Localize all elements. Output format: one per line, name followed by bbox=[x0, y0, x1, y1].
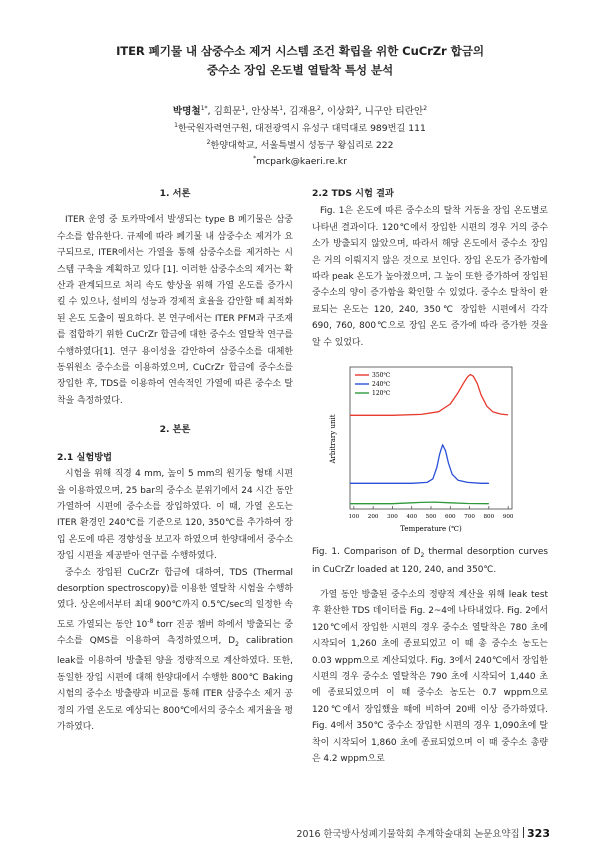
co-author-mark: 2 bbox=[423, 105, 428, 112]
affiliation-mark: 2 bbox=[206, 139, 211, 146]
paragraph-part: 중수소 장입된 CuCrZr 합금에 대하여, TDS (Thermal desorption spectroscopy)를 이용한 열탈착 시험을 수행하였다. 상온에서부터 최대 900℃까지 0.5℃/sec의 일정한 속도로 가열되는 동안 10 bbox=[57, 567, 293, 630]
section-2-1-paragraph-2 bbox=[57, 565, 293, 736]
x-tick-label: 600 bbox=[444, 514, 456, 520]
plot-frame bbox=[350, 367, 512, 509]
section-2-2-paragraph-1: Fig. 1은 온도에 따른 중수소의 탈착 거동을 장입 온도별로 나타낸 결과이다. 120℃에서 장입한 시편의 경우 거의 중수소가 방출되지 않았으며, 따라서 해당 온도에서 중수소 장입은 거의 이뤄지지 않은 것으로 보인다. 장입 온도가 증가함에 따라 peak 온도가 높아졌으며, 그 높이 또한 증가하여 장입된 중수소의 양이 증가함을 확인할 수 있었다. 중수소 탈착이 완료되는 온도는 120, 240, 350℃ 장입한 시편에서 각각 690, 760, 800℃으로 장입 온도 증가에 따라 증가한 것을 알 수 있었다. bbox=[312, 206, 548, 348]
co-author: 니구안 티란안 bbox=[364, 106, 424, 118]
paragraph-part: torr 진공 챔버 하에서 방출되는 중수소를 QMS를 이용하여 측정하였으며, D bbox=[57, 619, 293, 647]
affiliation-text: 한국원자력연구원, 대전광역시 유성구 대덕대로 989번길 111 bbox=[177, 123, 426, 135]
caption-subscript: 2 bbox=[420, 551, 425, 559]
legend-label: 120℃ bbox=[372, 390, 391, 398]
x-tick-label: 800 bbox=[483, 514, 495, 520]
subscript: 2 bbox=[235, 640, 239, 648]
co-author: 김재용 bbox=[289, 106, 317, 118]
x-tick-label: 400 bbox=[406, 514, 418, 520]
left-column bbox=[57, 186, 293, 735]
caption-part: Fig. 1. Comparison of D bbox=[312, 547, 421, 557]
y-axis-label: Arbitrary unit bbox=[329, 414, 337, 464]
tds-chart bbox=[322, 361, 522, 537]
co-author: 이상화 bbox=[326, 106, 355, 118]
page-footer bbox=[297, 826, 550, 840]
co-author: 안상복 bbox=[251, 106, 280, 118]
co-author-mark: 1 bbox=[241, 105, 246, 112]
x-tick-label: 200 bbox=[367, 514, 379, 520]
paper-title bbox=[40, 42, 560, 80]
paragraph-part: calibration leak를 이용하여 방출된 양을 정량적으로 계산하였다. 또한, 동일한 장입 시편에 대해 한양대에서 수행한 800℃ Baking 시험의 중수소 방출량과 비교를 통해 ITER 삼중수소 제거 공정의 가열 온도로 예상되는 800℃에서의 중수소 제거율을 평가하였다. bbox=[57, 636, 293, 732]
co-author: 김희문 bbox=[213, 106, 242, 118]
x-ticks bbox=[349, 506, 514, 520]
affiliation-text: 한양대학교, 서울특별시 성동구 왕십리로 222 bbox=[210, 140, 394, 152]
co-author-mark: 2 bbox=[354, 105, 359, 112]
section-2-1-heading: 2.1 실험방법 bbox=[57, 451, 112, 463]
email-mark: * bbox=[253, 155, 257, 162]
affiliation-mark: 1 bbox=[174, 122, 178, 129]
section-2-heading: 2. 본론 bbox=[159, 424, 191, 436]
figure-1 bbox=[322, 361, 522, 537]
title-line-1: ITER 폐기물 내 삼중수소 제거 시스템 조건 확립을 위한 CuCrZr 합금의 bbox=[116, 44, 484, 58]
section-2-1-paragraph-1: 시험을 위해 직경 4 mm, 높이 5 mm의 원기둥 형태 시편을 이용하였으며, 25 bar의 중수소 분위기에서 24 시간 동안 가열하여 시편에 중수소를 장입하였다. 이 때, 가열 온도는 ITER 환경인 240℃를 기준으로 120, 350℃를 추가하여 장입 온도에 따른 경향성을 보고자 하였으며 한양대에서 중수소 장입 시편을 제공받아 연구를 수행하였다. bbox=[57, 469, 293, 562]
legend-label: 240℃ bbox=[372, 381, 391, 389]
footer-divider bbox=[523, 827, 525, 838]
author-email bbox=[40, 151, 560, 169]
caption-part: thermal desorption curves in CuCrZr loaded at 120, 240, and 350℃. bbox=[312, 547, 548, 575]
affiliation-1 bbox=[40, 118, 560, 136]
x-tick-label: 100 bbox=[348, 514, 360, 520]
page-number: 323 bbox=[527, 827, 550, 840]
figure-1-caption bbox=[312, 545, 548, 578]
main-author: 박명철 bbox=[172, 106, 201, 118]
x-tick-label: 700 bbox=[464, 514, 475, 520]
exponent: -8 bbox=[147, 617, 154, 625]
section-1-text: ITER 운영 중 토카막에서 발생되는 type B 폐기물은 삼중수소를 함유한다. 규제에 따라 폐기물 내 삼중수소 제거가 요구되므로, ITER에서는 가열을 통해 삼중수소를 제거하는 시스템 구축을 계획하고 있다 [1]. 이러한 삼중수소의 제거는 확산과 관계되므로 처리 속도 향상을 위해 가열 온도를 증가시킬 수 있으나, 설비의 성능과 경제적 효율을 감안할 때 최적화된 온도 도출이 필요하다. 본 연구에서는 ITER PFM과 구조재를 접합하기 위한 CuCrZr 합금에 대한 중수소 열탈착 연구를 수행하였다[1]. 연구 용이성을 감안하여 삼중수소를 대체한 동위원소 중수소를 이용하였으며, CuCrZr 합금에 중수소를 장입한 후, TDS를 이용하여 연속적인 가열에 따른 중수소 탈착을 측정하였다. bbox=[57, 215, 293, 406]
footer-text: 2016 한국방사성폐기물학회 추계학술대회 논문요약집 bbox=[296, 829, 520, 840]
legend-label: 350℃ bbox=[372, 372, 391, 380]
section-2-2-heading: 2.2 TDS 시험 결과 bbox=[312, 188, 394, 199]
co-author-mark: 2 bbox=[316, 105, 321, 112]
right-column-continued bbox=[312, 587, 548, 767]
author-list: 박명철$^{1*}$, 김희문$^1$, 안상복$^1$, 김재용$^2$, 이상화$^2$, 니구안 티란안$^2$ bbox=[172, 105, 428, 118]
email-text: mcpark@kaeri.re.kr bbox=[256, 156, 347, 168]
title-line-2: 중수소 장입 온도별 열탈착 특성 분석 bbox=[206, 63, 394, 77]
x-axis-label: Temperature (℃) bbox=[400, 525, 462, 533]
x-tick-label: 900 bbox=[502, 514, 514, 520]
right-column bbox=[312, 186, 548, 351]
co-author-mark: 1 bbox=[279, 105, 284, 112]
section-1-heading: 1. 서론 bbox=[159, 188, 191, 199]
x-tick-label: 300 bbox=[387, 514, 398, 520]
x-tick-label: 500 bbox=[425, 514, 437, 520]
main-author-mark: 1* bbox=[200, 105, 208, 112]
section-2-2-paragraph-2: 가열 동안 방출된 중수소의 정량적 계산을 위해 leak test 후 환산한 TDS 데이터를 Fig. 2~4에 나타내었다. Fig. 2에서 120℃에서 장입한 시편의 경우 중수소 열탈착은 780 초에 시작되어 1,260 초에 종료되었고 이 때 총 중수소 농도는 0.03 wppm으로 계산되었다. Fig. 3에서 240℃에서 장입한 시편의 경우 중수소 열탈착은 790 초에 시작되어 1,440 초에 종료되었으며 이 때 중수소 농도는 0.7 wppm으로 120℃에서 장입했을 때에 비하여 20배 이상 증가하였다. Fig. 4에서 350℃ 중수소 장입한 시편의 경우 1,090초에 탈착이 시작되어 1,860 초에 종료되었으며 이 때 중수소 총량은 4.2 wppm으로 bbox=[312, 590, 548, 765]
